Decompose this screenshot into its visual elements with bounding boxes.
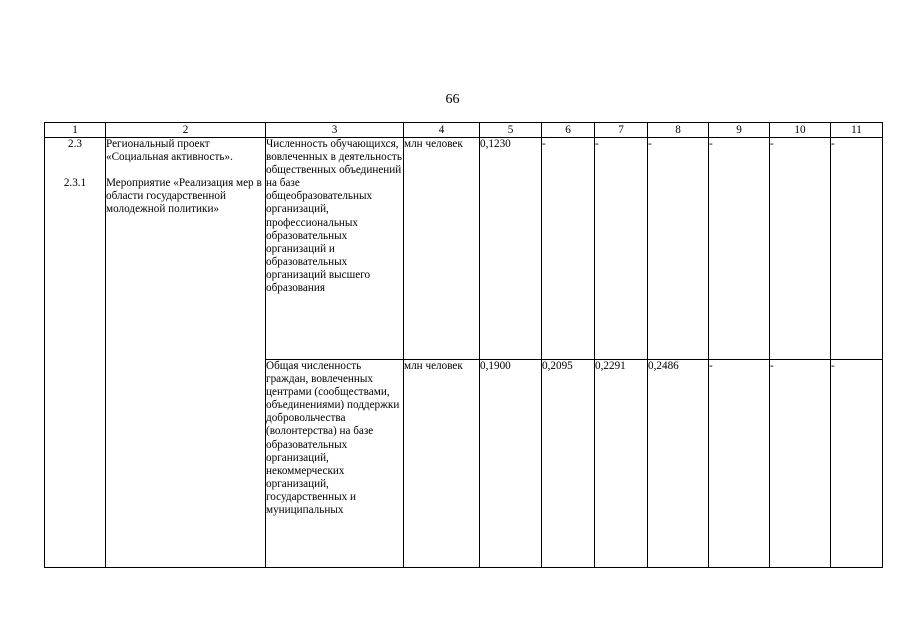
table-row — [45, 138, 883, 360]
indicator-value: 0,2486 — [648, 360, 709, 568]
indicator-name: Общая численность граждан, вовлеченных центрами (сообществами, объединениями) поддержки добровольчества (волонтерства) на базе образовательных организаций, некоммерческих организаций, государственных и муниципальных — [266, 360, 404, 568]
indicator-value: 0,1900 — [480, 360, 542, 568]
section-number-cell — [45, 138, 106, 568]
column-header: 2 — [106, 123, 266, 138]
column-header: 4 — [404, 123, 480, 138]
column-header: 3 — [266, 123, 404, 138]
section-title: Региональный проект «Социальная активность». — [106, 138, 233, 164]
indicator-name: Численность обучающихся, вовлеченных в деятельность общественных объединений на базе общеобразовательных организаций, профессиональных образовательных организаций и образовательных организаций высшего образования — [266, 138, 404, 360]
indicator-value: - — [709, 138, 770, 360]
indicator-value: - — [831, 138, 883, 360]
page-number: 66 — [445, 92, 460, 107]
column-header: 6 — [542, 123, 595, 138]
column-header: 9 — [709, 123, 770, 138]
column-header: 10 — [770, 123, 831, 138]
subsection-title: Мероприятие «Реализация мер в области государственной молодежной политики» — [106, 177, 262, 216]
indicator-value: 0,2095 — [542, 360, 595, 568]
column-header: 8 — [648, 123, 709, 138]
indicator-unit: млн человек — [404, 138, 480, 360]
column-header: 7 — [595, 123, 648, 138]
indicator-value: - — [709, 360, 770, 568]
indicator-value: 0,1230 — [480, 138, 542, 360]
indicator-value: - — [770, 138, 831, 360]
subsection-number: 2.3.1 — [63, 177, 87, 190]
column-header: 11 — [831, 123, 883, 138]
indicator-value: - — [770, 360, 831, 568]
column-number-row — [45, 123, 883, 138]
column-header: 5 — [480, 123, 542, 138]
indicator-value: - — [542, 138, 595, 360]
column-header: 1 — [45, 123, 106, 138]
indicator-value: 0,2291 — [595, 360, 648, 568]
section-title-cell — [106, 138, 266, 568]
indicators-table — [44, 122, 883, 568]
indicator-value: - — [595, 138, 648, 360]
indicator-value: - — [831, 360, 883, 568]
section-number: 2.3 — [68, 138, 82, 150]
indicator-value: - — [648, 138, 709, 360]
indicator-unit: млн человек — [404, 360, 480, 568]
